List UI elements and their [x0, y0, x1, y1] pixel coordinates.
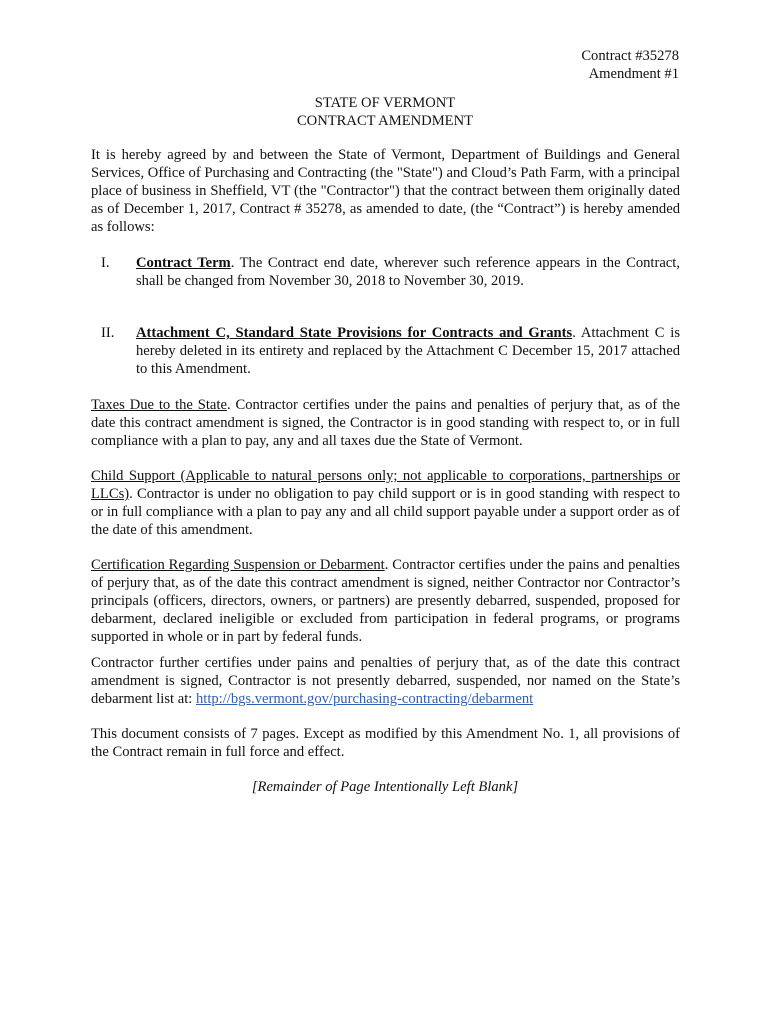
child-support-paragraph: [91, 468, 680, 540]
child-support-heading: Child Support (Applicable to natural persons only; not applicable to corporations, partnerships or LLCs): [91, 468, 680, 502]
item-heading: Contract Term: [136, 255, 231, 271]
page-count-paragraph: [91, 726, 680, 762]
title-line-2: CONTRACT AMENDMENT: [296, 113, 474, 129]
contract-number: Contract #35278: [581, 48, 679, 64]
title-line-1: STATE OF VERMONT: [314, 95, 456, 111]
debarment-list-link[interactable]: http://bgs.vermont.gov/purchasing-contracting/debarment: [195, 690, 534, 707]
amendment-item-1: [91, 255, 680, 291]
debarment-text: Contractor further certifies under pains and penalties of perjury that, as of the date this contract amendment is signed, Contractor is not presently debarred, suspended, nor named on the State’s debarment list at:: [91, 655, 680, 707]
certification-paragraph: [91, 557, 680, 647]
item-text: . The Contract end date, wherever such reference appears in the Contract, shall be changed from November 30, 2018 to November 30, 2019.: [136, 255, 680, 289]
page-count-text: This document consists of 7 pages. Except as modified by this Amendment No. 1, all provisions of the Contract remain in full force and effect.: [91, 726, 680, 760]
item-body: [136, 255, 680, 291]
item-text: . Attachment C is hereby deleted in its entirety and replaced by the Attachment C December 15, 2017 attached to this Amendment.: [136, 325, 680, 377]
taxes-text: . Contractor certifies under the pains and penalties of perjury that, as of the date this contract amendment is signed, the Contractor is in good standing with respect to, or in full compliance with a plan to pay, any and all taxes due the State of Vermont.: [91, 397, 680, 449]
taxes-paragraph: [91, 397, 680, 451]
certification-text: . Contractor certifies under the pains and penalties of perjury that, as of the date this contract amendment is signed, neither Contractor nor Contractor’s principals (officers, directors, owners, or partners) are presently debarred, suspended, proposed for debarment, declared ineligible or excluded from participation in federal programs, or programs supported in whole or in part by federal funds.: [91, 557, 680, 645]
intro-text: It is hereby agreed by and between the State of Vermont, Department of Buildings and General Services, Office of Purchasing and Contracting (the "State") and Cloud’s Path Farm, with a principal place of business in Sheffield, VT (the "Contractor") that the contract between them originally dated as of December 1, 2017, Contract # 35278, as amended to date, (the “Contract”) is hereby amended as follows:: [91, 147, 680, 235]
contract-header: [581, 47, 679, 83]
amendment-item-2: [91, 325, 680, 379]
amendment-number: Amendment #1: [588, 66, 679, 82]
item-heading: Attachment C, Standard State Provisions for Contracts and Grants: [136, 325, 573, 341]
taxes-heading: Taxes Due to the State: [91, 397, 227, 413]
item-numeral: I.: [101, 255, 110, 271]
certification-heading: Certification Regarding Suspension or Debarment: [91, 557, 385, 573]
debarment-paragraph: [91, 655, 680, 709]
item-body: [136, 325, 680, 379]
document-title: [0, 94, 770, 130]
intro-paragraph: [91, 147, 680, 237]
item-numeral: II.: [101, 325, 115, 341]
child-support-text: . Contractor is under no obligation to pay child support or is in good standing with respect to or in full compliance with a plan to pay any and all child support payable under a support order as of the date of this amendment.: [91, 485, 680, 538]
remainder-note: [Remainder of Page Intentionally Left Blank]: [251, 779, 519, 795]
